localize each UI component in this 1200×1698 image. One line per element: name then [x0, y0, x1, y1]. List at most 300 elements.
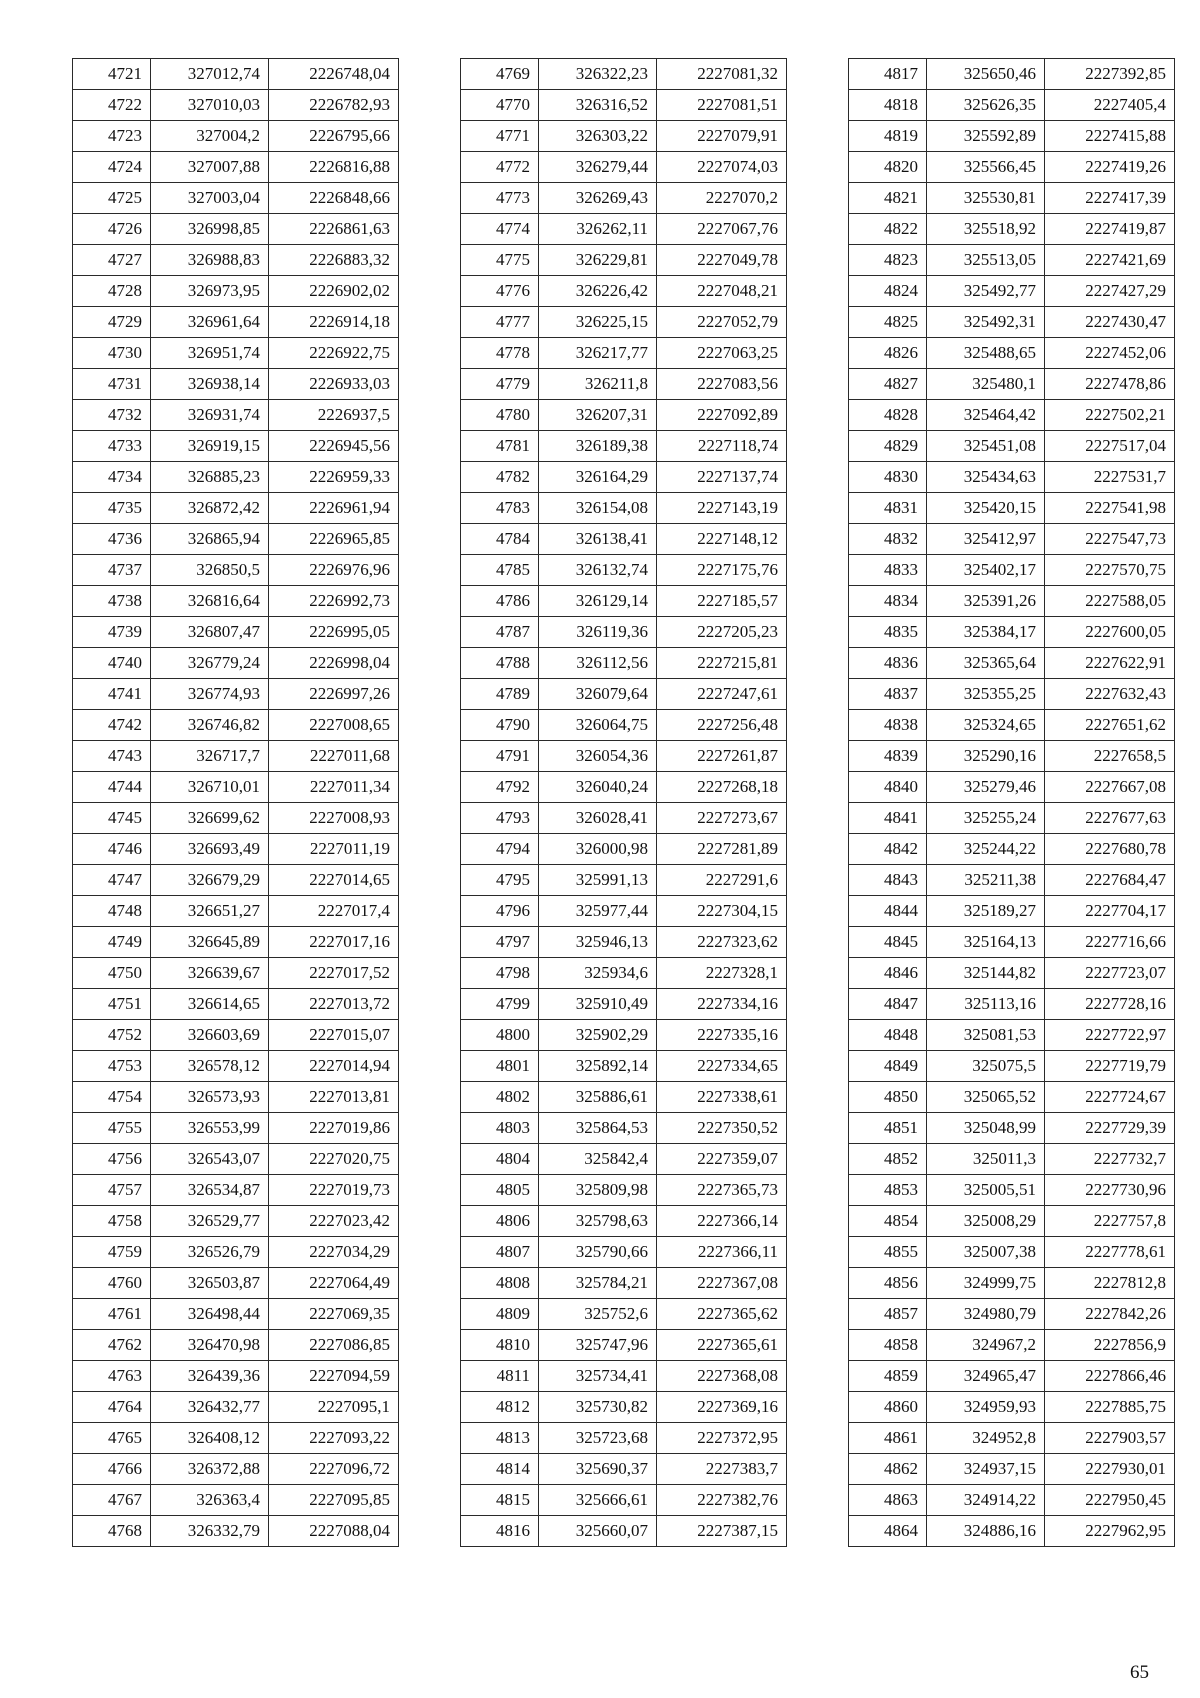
x-coordinate-cell: 326603,69 [151, 1020, 269, 1051]
table-row [461, 524, 787, 555]
y-coordinate-cell: 2227368,08 [657, 1361, 787, 1392]
y-coordinate-cell: 2227430,47 [1045, 307, 1175, 338]
point-number-cell: 4743 [73, 741, 151, 772]
y-coordinate-cell: 2227304,15 [657, 896, 787, 927]
point-number-cell: 4738 [73, 586, 151, 617]
x-coordinate-cell: 325144,82 [927, 958, 1045, 989]
table-row [73, 896, 399, 927]
y-coordinate-cell: 2227667,08 [1045, 772, 1175, 803]
y-coordinate-cell: 2227015,07 [269, 1020, 399, 1051]
x-coordinate-cell: 326225,15 [539, 307, 657, 338]
table-row [73, 121, 399, 152]
x-coordinate-cell: 326746,82 [151, 710, 269, 741]
y-coordinate-cell: 2227452,06 [1045, 338, 1175, 369]
point-number-cell: 4816 [461, 1516, 539, 1547]
y-coordinate-cell: 2227651,62 [1045, 710, 1175, 741]
table-row [73, 1299, 399, 1330]
y-coordinate-cell: 2227684,47 [1045, 865, 1175, 896]
y-coordinate-cell: 2227427,29 [1045, 276, 1175, 307]
x-coordinate-cell: 326207,31 [539, 400, 657, 431]
x-coordinate-cell: 325747,96 [539, 1330, 657, 1361]
y-coordinate-cell: 2227008,93 [269, 803, 399, 834]
point-number-cell: 4810 [461, 1330, 539, 1361]
table-row [461, 276, 787, 307]
table-row [73, 1113, 399, 1144]
coordinate-table-body [849, 59, 1175, 1547]
x-coordinate-cell: 326189,38 [539, 431, 657, 462]
y-coordinate-cell: 2227842,26 [1045, 1299, 1175, 1330]
y-coordinate-cell: 2227502,21 [1045, 400, 1175, 431]
point-number-cell: 4758 [73, 1206, 151, 1237]
table-row [461, 555, 787, 586]
point-number-cell: 4843 [849, 865, 927, 896]
point-number-cell: 4733 [73, 431, 151, 462]
point-number-cell: 4819 [849, 121, 927, 152]
point-number-cell: 4833 [849, 555, 927, 586]
table-row [849, 834, 1175, 865]
point-number-cell: 4803 [461, 1113, 539, 1144]
y-coordinate-cell: 2226937,5 [269, 400, 399, 431]
y-coordinate-cell: 2227014,65 [269, 865, 399, 896]
y-coordinate-cell: 2226945,56 [269, 431, 399, 462]
point-number-cell: 4806 [461, 1206, 539, 1237]
point-number-cell: 4797 [461, 927, 539, 958]
table-row [73, 1051, 399, 1082]
table-row [849, 648, 1175, 679]
table-row [461, 1113, 787, 1144]
x-coordinate-cell: 326112,56 [539, 648, 657, 679]
x-coordinate-cell: 326645,89 [151, 927, 269, 958]
x-coordinate-cell: 325626,35 [927, 90, 1045, 121]
table-row [461, 958, 787, 989]
table-row [73, 648, 399, 679]
y-coordinate-cell: 2227067,76 [657, 214, 787, 245]
table-row [849, 1237, 1175, 1268]
table-row [73, 1268, 399, 1299]
table-row [849, 1485, 1175, 1516]
point-number-cell: 4726 [73, 214, 151, 245]
point-number-cell: 4768 [73, 1516, 151, 1547]
table-row [73, 338, 399, 369]
x-coordinate-cell: 325660,07 [539, 1516, 657, 1547]
x-coordinate-cell: 326717,7 [151, 741, 269, 772]
x-coordinate-cell: 326774,93 [151, 679, 269, 710]
y-coordinate-cell: 2227677,63 [1045, 803, 1175, 834]
point-number-cell: 4766 [73, 1454, 151, 1485]
coordinate-table-3 [848, 58, 1175, 1547]
point-number-cell: 4814 [461, 1454, 539, 1485]
table-row [73, 1144, 399, 1175]
x-coordinate-cell: 326578,12 [151, 1051, 269, 1082]
y-coordinate-cell: 2227588,05 [1045, 586, 1175, 617]
coordinate-table-2 [460, 58, 787, 1547]
point-number-cell: 4729 [73, 307, 151, 338]
point-number-cell: 4783 [461, 493, 539, 524]
table-row [73, 1516, 399, 1547]
point-number-cell: 4856 [849, 1268, 927, 1299]
x-coordinate-cell: 325255,24 [927, 803, 1045, 834]
table-row [73, 307, 399, 338]
y-coordinate-cell: 2227417,39 [1045, 183, 1175, 214]
table-row [849, 400, 1175, 431]
point-number-cell: 4834 [849, 586, 927, 617]
table-row [73, 927, 399, 958]
x-coordinate-cell: 326079,64 [539, 679, 657, 710]
y-coordinate-cell: 2227517,04 [1045, 431, 1175, 462]
x-coordinate-cell: 326816,64 [151, 586, 269, 617]
x-coordinate-cell: 326279,44 [539, 152, 657, 183]
coordinate-table-1 [72, 58, 399, 1547]
y-coordinate-cell: 2227019,86 [269, 1113, 399, 1144]
y-coordinate-cell: 2227261,87 [657, 741, 787, 772]
x-coordinate-cell: 324937,15 [927, 1454, 1045, 1485]
table-row [849, 989, 1175, 1020]
point-number-cell: 4829 [849, 431, 927, 462]
x-coordinate-cell: 326138,41 [539, 524, 657, 555]
y-coordinate-cell: 2227118,74 [657, 431, 787, 462]
table-row [461, 338, 787, 369]
x-coordinate-cell: 326408,12 [151, 1423, 269, 1454]
table-row [73, 183, 399, 214]
point-number-cell: 4858 [849, 1330, 927, 1361]
x-coordinate-cell: 325113,16 [927, 989, 1045, 1020]
x-coordinate-cell: 326262,11 [539, 214, 657, 245]
table-row [461, 1268, 787, 1299]
point-number-cell: 4836 [849, 648, 927, 679]
point-number-cell: 4755 [73, 1113, 151, 1144]
point-number-cell: 4825 [849, 307, 927, 338]
table-row [461, 369, 787, 400]
table-row [461, 245, 787, 276]
x-coordinate-cell: 326363,4 [151, 1485, 269, 1516]
point-number-cell: 4840 [849, 772, 927, 803]
point-number-cell: 4811 [461, 1361, 539, 1392]
x-coordinate-cell: 324959,93 [927, 1392, 1045, 1423]
table-row [73, 1237, 399, 1268]
table-row [73, 245, 399, 276]
x-coordinate-cell: 327010,03 [151, 90, 269, 121]
coordinate-table-body [461, 59, 787, 1547]
point-number-cell: 4839 [849, 741, 927, 772]
x-coordinate-cell: 326064,75 [539, 710, 657, 741]
x-coordinate-cell: 325790,66 [539, 1237, 657, 1268]
x-coordinate-cell: 326316,52 [539, 90, 657, 121]
x-coordinate-cell: 326679,29 [151, 865, 269, 896]
y-coordinate-cell: 2227323,62 [657, 927, 787, 958]
y-coordinate-cell: 2226998,04 [269, 648, 399, 679]
y-coordinate-cell: 2227415,88 [1045, 121, 1175, 152]
point-number-cell: 4730 [73, 338, 151, 369]
y-coordinate-cell: 2227658,5 [1045, 741, 1175, 772]
x-coordinate-cell: 325081,53 [927, 1020, 1045, 1051]
point-number-cell: 4774 [461, 214, 539, 245]
table-row [849, 90, 1175, 121]
x-coordinate-cell: 324965,47 [927, 1361, 1045, 1392]
point-number-cell: 4835 [849, 617, 927, 648]
y-coordinate-cell: 2227083,56 [657, 369, 787, 400]
point-number-cell: 4821 [849, 183, 927, 214]
point-number-cell: 4859 [849, 1361, 927, 1392]
point-number-cell: 4851 [849, 1113, 927, 1144]
y-coordinate-cell: 2227600,05 [1045, 617, 1175, 648]
y-coordinate-cell: 2226959,33 [269, 462, 399, 493]
point-number-cell: 4749 [73, 927, 151, 958]
y-coordinate-cell: 2227962,95 [1045, 1516, 1175, 1547]
table-row [849, 524, 1175, 555]
table-row [849, 183, 1175, 214]
y-coordinate-cell: 2227365,62 [657, 1299, 787, 1330]
x-coordinate-cell: 325065,52 [927, 1082, 1045, 1113]
point-number-cell: 4808 [461, 1268, 539, 1299]
table-row [461, 1516, 787, 1547]
table-row [461, 1485, 787, 1516]
y-coordinate-cell: 2227088,04 [269, 1516, 399, 1547]
point-number-cell: 4815 [461, 1485, 539, 1516]
x-coordinate-cell: 326988,83 [151, 245, 269, 276]
x-coordinate-cell: 326938,14 [151, 369, 269, 400]
table-row [73, 555, 399, 586]
table-row [849, 555, 1175, 586]
x-coordinate-cell: 325530,81 [927, 183, 1045, 214]
table-row [849, 617, 1175, 648]
point-number-cell: 4827 [849, 369, 927, 400]
x-coordinate-cell: 324886,16 [927, 1516, 1045, 1547]
table-row [461, 772, 787, 803]
y-coordinate-cell: 2227094,59 [269, 1361, 399, 1392]
point-number-cell: 4823 [849, 245, 927, 276]
table-row [849, 245, 1175, 276]
point-number-cell: 4854 [849, 1206, 927, 1237]
y-coordinate-cell: 2227866,46 [1045, 1361, 1175, 1392]
y-coordinate-cell: 2227023,42 [269, 1206, 399, 1237]
y-coordinate-cell: 2227622,91 [1045, 648, 1175, 679]
point-number-cell: 4751 [73, 989, 151, 1020]
table-row [73, 1020, 399, 1051]
table-row [461, 803, 787, 834]
table-row [461, 214, 787, 245]
table-row [73, 369, 399, 400]
point-number-cell: 4861 [849, 1423, 927, 1454]
table-row [849, 1144, 1175, 1175]
y-coordinate-cell: 2227074,03 [657, 152, 787, 183]
point-number-cell: 4862 [849, 1454, 927, 1485]
x-coordinate-cell: 325492,77 [927, 276, 1045, 307]
table-row [461, 865, 787, 896]
y-coordinate-cell: 2227724,67 [1045, 1082, 1175, 1113]
table-row [73, 400, 399, 431]
x-coordinate-cell: 326028,41 [539, 803, 657, 834]
y-coordinate-cell: 2227063,25 [657, 338, 787, 369]
point-number-cell: 4750 [73, 958, 151, 989]
x-coordinate-cell: 326132,74 [539, 555, 657, 586]
point-number-cell: 4788 [461, 648, 539, 679]
x-coordinate-cell: 325809,98 [539, 1175, 657, 1206]
x-coordinate-cell: 326503,87 [151, 1268, 269, 1299]
x-coordinate-cell: 325279,46 [927, 772, 1045, 803]
x-coordinate-cell: 325734,41 [539, 1361, 657, 1392]
point-number-cell: 4778 [461, 338, 539, 369]
table-row [849, 710, 1175, 741]
table-row [461, 1330, 787, 1361]
x-coordinate-cell: 326498,44 [151, 1299, 269, 1330]
y-coordinate-cell: 2227405,4 [1045, 90, 1175, 121]
x-coordinate-cell: 325365,64 [927, 648, 1045, 679]
point-number-cell: 4864 [849, 1516, 927, 1547]
y-coordinate-cell: 2227064,49 [269, 1268, 399, 1299]
y-coordinate-cell: 2227369,16 [657, 1392, 787, 1423]
point-number-cell: 4832 [849, 524, 927, 555]
y-coordinate-cell: 2227570,75 [1045, 555, 1175, 586]
point-number-cell: 4741 [73, 679, 151, 710]
table-row [461, 1206, 787, 1237]
table-row [73, 989, 399, 1020]
table-row [461, 1299, 787, 1330]
y-coordinate-cell: 2227268,18 [657, 772, 787, 803]
point-number-cell: 4771 [461, 121, 539, 152]
y-coordinate-cell: 2227281,89 [657, 834, 787, 865]
y-coordinate-cell: 2226933,03 [269, 369, 399, 400]
x-coordinate-cell: 326573,93 [151, 1082, 269, 1113]
x-coordinate-cell: 325164,13 [927, 927, 1045, 958]
x-coordinate-cell: 326470,98 [151, 1330, 269, 1361]
point-number-cell: 4789 [461, 679, 539, 710]
table-row [73, 803, 399, 834]
table-row [73, 1330, 399, 1361]
table-row [73, 1423, 399, 1454]
y-coordinate-cell: 2227531,7 [1045, 462, 1175, 493]
point-number-cell: 4723 [73, 121, 151, 152]
point-number-cell: 4781 [461, 431, 539, 462]
table-row [849, 1113, 1175, 1144]
point-number-cell: 4757 [73, 1175, 151, 1206]
x-coordinate-cell: 326432,77 [151, 1392, 269, 1423]
x-coordinate-cell: 325730,82 [539, 1392, 657, 1423]
point-number-cell: 4792 [461, 772, 539, 803]
x-coordinate-cell: 326269,43 [539, 183, 657, 214]
point-number-cell: 4756 [73, 1144, 151, 1175]
point-number-cell: 4813 [461, 1423, 539, 1454]
point-number-cell: 4721 [73, 59, 151, 90]
point-number-cell: 4846 [849, 958, 927, 989]
y-coordinate-cell: 2227547,73 [1045, 524, 1175, 555]
x-coordinate-cell: 326000,98 [539, 834, 657, 865]
x-coordinate-cell: 326332,79 [151, 1516, 269, 1547]
point-number-cell: 4795 [461, 865, 539, 896]
table-row [73, 1392, 399, 1423]
x-coordinate-cell: 325048,99 [927, 1113, 1045, 1144]
x-coordinate-cell: 325412,97 [927, 524, 1045, 555]
table-row [849, 1082, 1175, 1113]
y-coordinate-cell: 2227885,75 [1045, 1392, 1175, 1423]
table-row [73, 1454, 399, 1485]
x-coordinate-cell: 326872,42 [151, 493, 269, 524]
point-number-cell: 4736 [73, 524, 151, 555]
x-coordinate-cell: 326040,24 [539, 772, 657, 803]
x-coordinate-cell: 325784,21 [539, 1268, 657, 1299]
y-coordinate-cell: 2227632,43 [1045, 679, 1175, 710]
table-row [73, 431, 399, 462]
table-row [461, 834, 787, 865]
y-coordinate-cell: 2226961,94 [269, 493, 399, 524]
table-row [461, 1082, 787, 1113]
point-number-cell: 4765 [73, 1423, 151, 1454]
point-number-cell: 4759 [73, 1237, 151, 1268]
point-number-cell: 4837 [849, 679, 927, 710]
y-coordinate-cell: 2227421,69 [1045, 245, 1175, 276]
y-coordinate-cell: 2227081,51 [657, 90, 787, 121]
x-coordinate-cell: 326211,8 [539, 369, 657, 400]
y-coordinate-cell: 2227215,81 [657, 648, 787, 679]
x-coordinate-cell: 325910,49 [539, 989, 657, 1020]
x-coordinate-cell: 326951,74 [151, 338, 269, 369]
x-coordinate-cell: 325324,65 [927, 710, 1045, 741]
y-coordinate-cell: 2227419,87 [1045, 214, 1175, 245]
table-row [849, 741, 1175, 772]
table-row [849, 59, 1175, 90]
point-number-cell: 4791 [461, 741, 539, 772]
y-coordinate-cell: 2226816,88 [269, 152, 399, 183]
table-row [73, 834, 399, 865]
x-coordinate-cell: 325488,65 [927, 338, 1045, 369]
x-coordinate-cell: 325005,51 [927, 1175, 1045, 1206]
point-number-cell: 4740 [73, 648, 151, 679]
x-coordinate-cell: 324999,75 [927, 1268, 1045, 1299]
x-coordinate-cell: 325451,08 [927, 431, 1045, 462]
x-coordinate-cell: 325977,44 [539, 896, 657, 927]
table-row [461, 679, 787, 710]
table-row [849, 1516, 1175, 1547]
y-coordinate-cell: 2227716,66 [1045, 927, 1175, 958]
table-row [461, 586, 787, 617]
y-coordinate-cell: 2227092,89 [657, 400, 787, 431]
x-coordinate-cell: 326710,01 [151, 772, 269, 803]
table-row [461, 90, 787, 121]
point-number-cell: 4787 [461, 617, 539, 648]
y-coordinate-cell: 2227185,57 [657, 586, 787, 617]
table-row [73, 1361, 399, 1392]
y-coordinate-cell: 2227096,72 [269, 1454, 399, 1485]
x-coordinate-cell: 325492,31 [927, 307, 1045, 338]
point-number-cell: 4820 [849, 152, 927, 183]
point-number-cell: 4728 [73, 276, 151, 307]
point-number-cell: 4802 [461, 1082, 539, 1113]
y-coordinate-cell: 2226795,66 [269, 121, 399, 152]
table-row [461, 152, 787, 183]
x-coordinate-cell: 327007,88 [151, 152, 269, 183]
point-number-cell: 4727 [73, 245, 151, 276]
table-row [73, 710, 399, 741]
point-number-cell: 4731 [73, 369, 151, 400]
y-coordinate-cell: 2227350,52 [657, 1113, 787, 1144]
y-coordinate-cell: 2227079,91 [657, 121, 787, 152]
table-row [73, 152, 399, 183]
y-coordinate-cell: 2227335,16 [657, 1020, 787, 1051]
y-coordinate-cell: 2227143,19 [657, 493, 787, 524]
x-coordinate-cell: 326919,15 [151, 431, 269, 462]
y-coordinate-cell: 2227680,78 [1045, 834, 1175, 865]
coordinate-table-body [73, 59, 399, 1547]
point-number-cell: 4767 [73, 1485, 151, 1516]
y-coordinate-cell: 2227008,65 [269, 710, 399, 741]
y-coordinate-cell: 2227359,07 [657, 1144, 787, 1175]
table-row [461, 989, 787, 1020]
x-coordinate-cell: 326693,49 [151, 834, 269, 865]
point-number-cell: 4745 [73, 803, 151, 834]
y-coordinate-cell: 2227778,61 [1045, 1237, 1175, 1268]
y-coordinate-cell: 2227093,22 [269, 1423, 399, 1454]
table-row [849, 679, 1175, 710]
y-coordinate-cell: 2226902,02 [269, 276, 399, 307]
